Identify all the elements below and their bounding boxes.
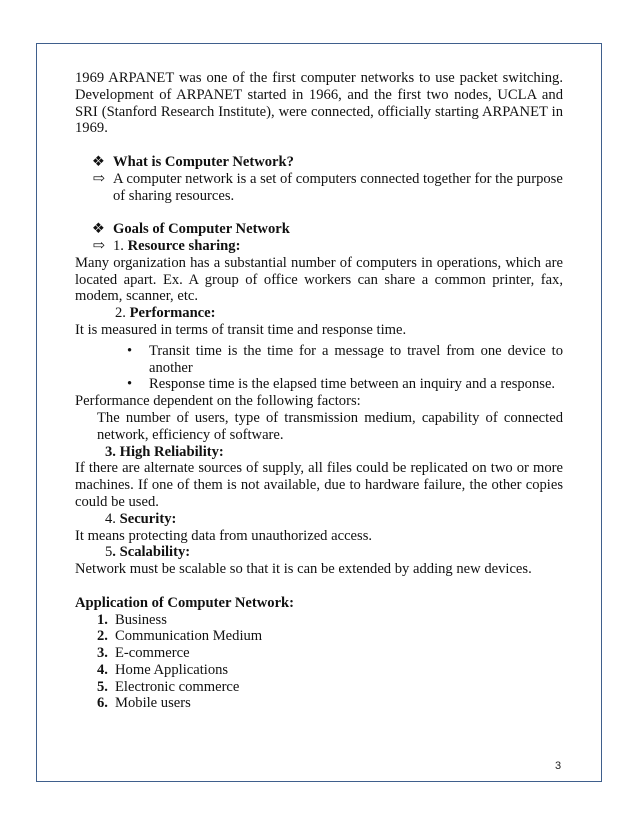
goals-title: Goals of Computer Network [113,221,290,238]
goal-4-heading [75,511,563,528]
bullet-dot-icon: • [127,342,133,359]
intro-paragraph: 1969 ARPANET was one of the first computer networks to use packet switching. Development of ARPANET started in 1966, and the first two nodes, UCLA and SRI (Stanford Research Institute), were connected, officially starting ARPANET in 1969. [75,70,563,137]
what-title: What is Computer Network? [113,153,294,170]
goal-5-number: 5 [105,544,113,561]
what-definition [75,171,563,205]
document-body [75,70,563,712]
list-item: 3. E-commerce [97,645,190,662]
goal-2-number: 2. [115,305,126,322]
diamond-bullet-icon: ❖ [91,221,105,238]
goals-heading [75,221,563,238]
diamond-bullet-icon: ❖ [91,153,105,170]
goal-5-text: Network must be scalable so that it is can be extended by adding new devices. [75,561,532,578]
goal-3-title: 3. High Reliability: [105,443,224,460]
bullet-dot-icon: • [127,376,133,393]
what-text: A computer network is a set of computers connected together for the purpose of sharing resources. [113,170,563,204]
goal-1-title: Resource sharing: [127,237,241,254]
goal-2-factors-intro: Performance dependent on the following factors: [75,393,361,410]
list-item: • Transit time is the time for a message to travel from one device to another [127,342,563,376]
list-item: 1. Business [97,611,167,628]
goal-4-title: Security: [119,510,177,527]
goal-1-number: 1. [113,237,124,254]
goal-4-number: 4. [105,510,116,527]
what-heading [75,154,563,171]
goal-2-text: It is measured in terms of transit time and response time. [75,321,407,338]
list-item: 4. Home Applications [97,661,229,678]
list-item: 6. Mobile users [97,695,191,712]
goal-2-title: Performance: [129,305,216,322]
page-number: 3 [555,760,562,772]
goal-4-text: It means protecting data from unauthorized access. [75,527,373,544]
list-item: • Response time is the elapsed time between an inquiry and a response. [127,376,556,393]
goal-5-title: . Scalability: [112,544,191,561]
applications-title: Application of Computer Network: [75,594,295,611]
goal-5-heading [75,544,563,561]
arrow-right-icon: ⇨ [92,237,105,254]
goal-1-heading [75,238,563,255]
goal-2-factors: The number of users, type of transmission medium, capability of connected network, efficiency of software. [97,409,563,443]
goal-3-text: If there are alternate sources of supply, all files could be replicated on two or more machines. If one of them is not available, due to hardware failure, the other copies could be used. [75,460,563,510]
arrow-right-icon: ⇨ [92,170,105,187]
goal-1-text: Many organization has a substantial number of computers in operations, which are located apart. Ex. A group of office workers can share a common printer, fax, modem, scanner, etc. [75,254,563,305]
list-item: 2. Communication Medium [97,628,263,645]
goal-2-heading [75,305,563,322]
list-item: 5. Electronic commerce [97,678,240,695]
